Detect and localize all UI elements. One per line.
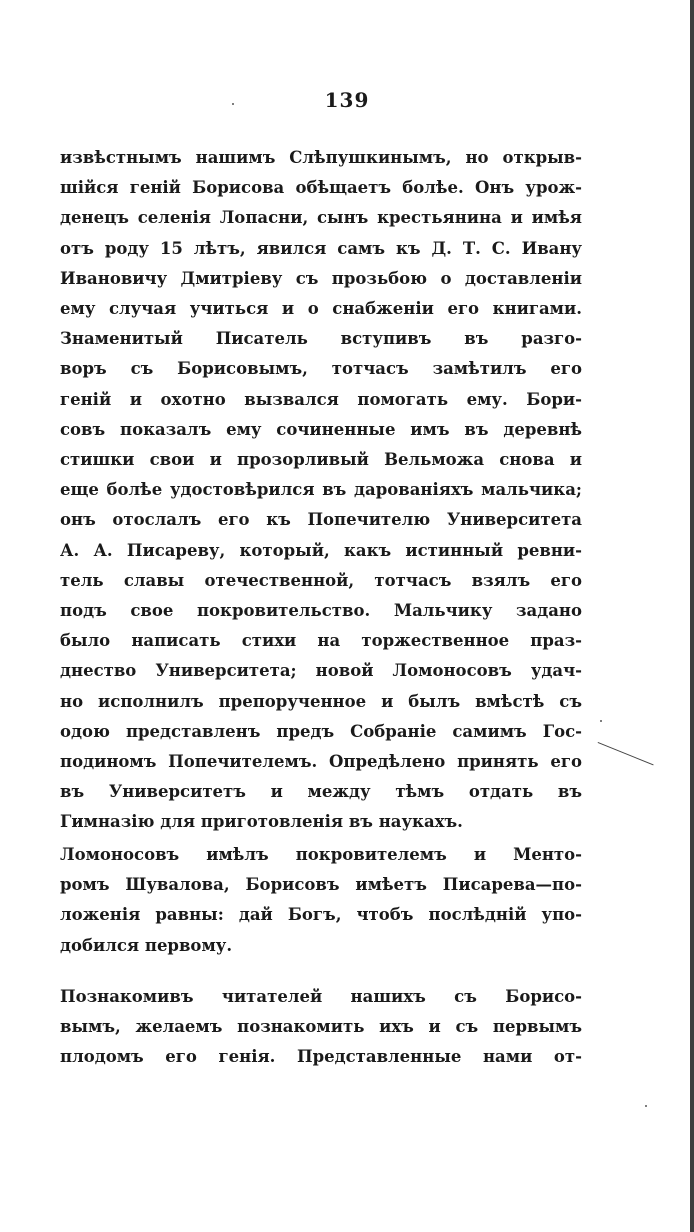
text-line: вымъ, желаемъ познакомить ихъ и съ первымъ [60, 1017, 582, 1037]
text-line: добился первому. [60, 935, 233, 955]
text-line: одою представленъ предъ Собраніе самимъ Гос- [60, 721, 582, 741]
paragraph-3 [60, 982, 582, 1073]
text-line: Знаменитый Писатель вступивъ въ разго- [60, 329, 582, 349]
text-line: А. А. Писареву, который, какъ истинный ревни- [60, 540, 582, 560]
scan-speck [645, 1105, 647, 1107]
page-edge-shadow [690, 0, 694, 1232]
text-line: но исполнилъ препорученное и былъ вмѣстѣ съ [60, 691, 582, 711]
text-line: тель славы отечественной, тотчасъ взялъ его [60, 570, 582, 590]
text-line: подиномъ Попечителемъ. Опредѣлено принять его [60, 752, 582, 772]
text-line: геній и охотно вызвался помогать ему. Бори- [60, 389, 582, 409]
text-line: денецъ селенія Лопасни, сынъ крестьянина и имѣя [60, 208, 582, 228]
paragraph-1 [60, 143, 582, 838]
text-line: ему случая учиться и о снабженіи его книгами. [60, 299, 582, 319]
scan-speck [600, 720, 602, 722]
text-line: Гимназію для приготовленія въ наукахъ. [60, 812, 463, 832]
text-line: совъ показалъ ему сочиненные имъ въ деревнѣ [60, 419, 582, 439]
text-line: Ломоносовъ имѣлъ покровителемъ и Менто- [60, 845, 582, 864]
text-line: ромъ Шувалова, Борисовъ имѣетъ Писарева—по- [60, 875, 582, 895]
text-line: онъ отослалъ его къ Попечителю Университета [60, 510, 582, 530]
text-line: было написать стихи на торжественное праз- [60, 631, 582, 651]
text-line: отъ роду 15 лѣтъ, явился самъ къ Д. Т. С. Ивану [60, 238, 582, 258]
text-line: еще болѣе удостовѣрился въ дарованіяхъ мальчика; [60, 480, 582, 500]
text-line: подъ свое покровительство. Мальчику задано [60, 601, 582, 621]
text-line: плодомъ его генія. Представленные нами от- [60, 1047, 582, 1067]
text-line: извѣстнымъ нашимъ Слѣпушкинымъ, но открыв- [60, 148, 582, 167]
text-line: воръ съ Борисовымъ, тотчасъ замѣтилъ его [60, 359, 582, 379]
text-line: Ивановичу Дмитріеву съ прозьбою о доставленіи [60, 268, 582, 288]
paragraph-2 [60, 840, 582, 961]
scan-scratch [598, 742, 654, 765]
text-line: въ Университетъ и между тѣмъ отдать въ [60, 782, 582, 802]
text-line: стишки свои и прозорливый Вельможа снова и [60, 450, 582, 470]
scan-speck [232, 103, 234, 105]
text-line: Познакомивъ читателей нашихъ съ Борисо- [60, 987, 582, 1006]
text-line: днество Университета; новой Ломоносовъ удач- [60, 661, 582, 681]
page-number: 139 [324, 88, 370, 112]
text-line: шійся геній Борисова обѣщаетъ болѣе. Онъ урож- [60, 178, 582, 198]
text-line: ложенія равны: дай Богъ, чтобъ послѣдній упо- [60, 905, 582, 925]
